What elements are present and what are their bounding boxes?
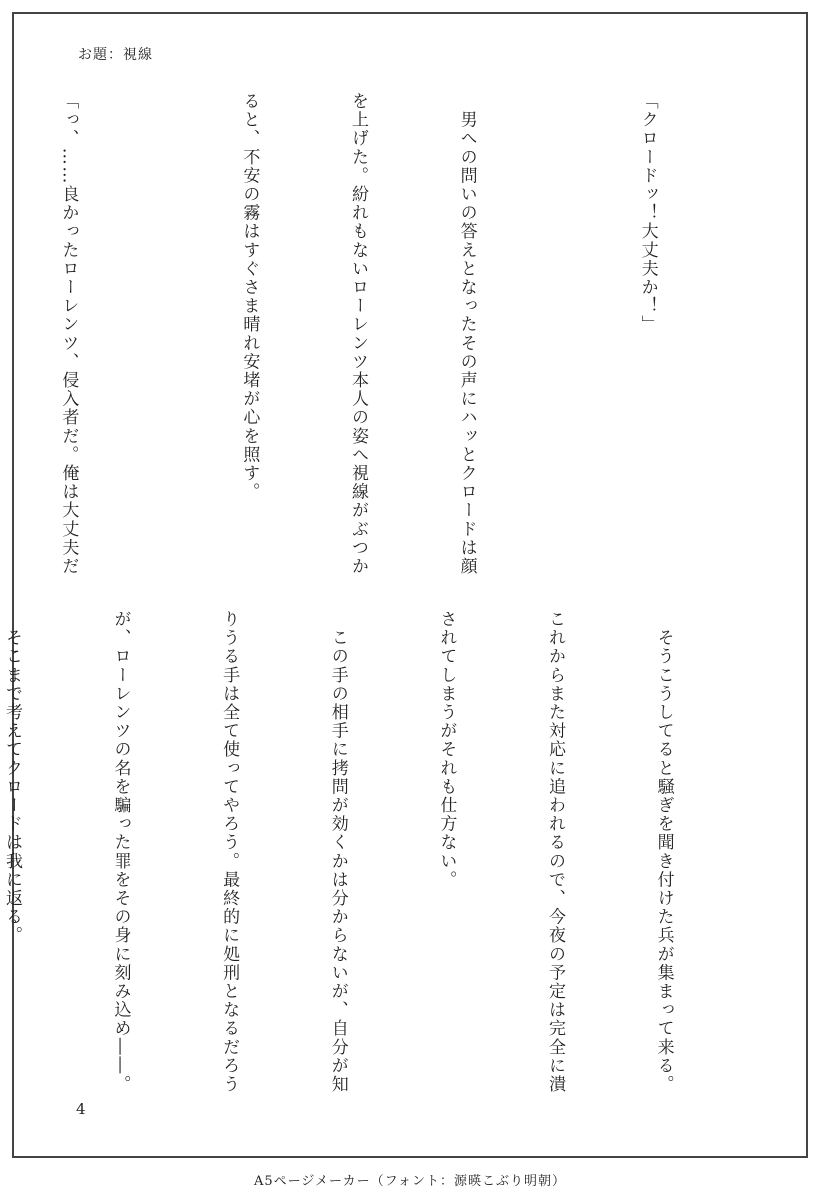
text-line: この手の相手に拷問が効くかは分からないが、自分が知 — [327, 610, 348, 1094]
text-line: そこまで考えてクロードは我に返る。 — [1, 610, 22, 945]
text-line: ると、不安の霧はすぐさま晴れ安堵が心を照す。 — [239, 92, 260, 502]
text-line: これからまた対応に追われるので、今夜の予定は完全に潰 — [544, 610, 565, 1094]
text-line: そうこうしてると騒ぎを聞き付けた兵が集まって来る。 — [653, 610, 674, 1094]
theme-label: お題：視線 — [78, 47, 153, 63]
text-line: 「クロードッ！大丈夫か！」 — [637, 92, 658, 334]
text-block-bottom — [0, 610, 754, 1094]
text-line: を上げた。紛れもないローレンツ本人の姿へ視線がぶつか — [347, 92, 368, 576]
text-line: 「っ、……良かったローレンツ、侵入者だ。俺は大丈夫だ — [58, 92, 79, 576]
footer-credit: A5ページメーカー（フォント：源暎こぶり明朝） — [253, 1174, 567, 1189]
text-block-top — [0, 92, 738, 592]
page-number: 4 — [76, 1100, 86, 1118]
text-line: 男への問いの答えとなったその声にハッとクロードは顔 — [456, 92, 477, 576]
text-line: されてしまうがそれも仕方ない。 — [436, 610, 457, 889]
text-line: が、ローレンツの名を騙った罪をその身に刻み込め――。 — [110, 610, 131, 1094]
text-line: りうる手は全て使ってやろう。最終的に処刑となるだろう — [219, 610, 240, 1094]
